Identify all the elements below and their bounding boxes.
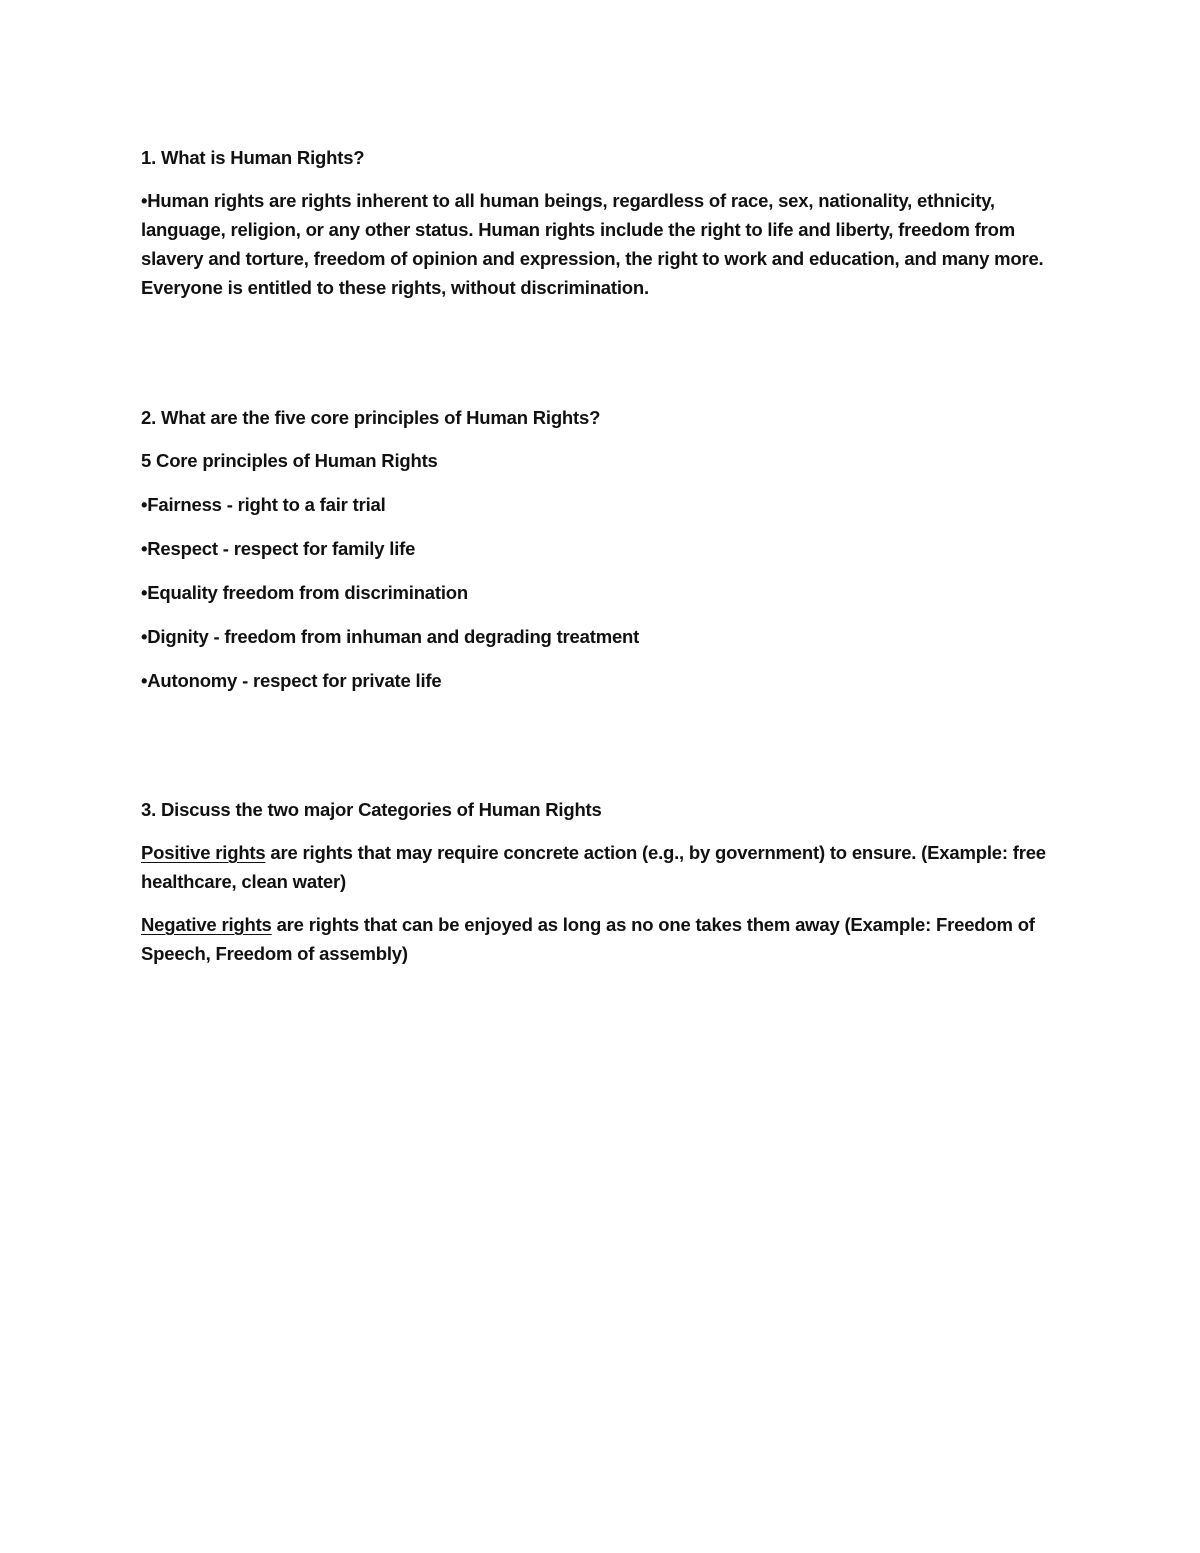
definition-positive-rights: are rights that may require concrete action (e.g., by government) to ensure. (Example: free healthcare, clean water)	[141, 842, 1046, 892]
principles-subheading: 5 Core principles of Human Rights	[141, 450, 438, 471]
definition-negative-rights: are rights that can be enjoyed as long as no one takes them away (Example: Freedom of Speech, Freedom of assembly)	[141, 914, 1035, 964]
section-categories	[141, 795, 1061, 968]
principle-item-dignity: •Dignity - freedom from inhuman and degrading treatment	[141, 626, 640, 647]
question-2: 2. What are the five core principles of Human Rights?	[141, 407, 601, 428]
question-3: 3. Discuss the two major Categories of Human Rights	[141, 799, 602, 820]
principle-item-fairness: •Fairness - right to a fair trial	[141, 494, 386, 515]
question-1: 1. What is Human Rights?	[141, 147, 365, 168]
principle-item-respect: •Respect - respect for family life	[141, 538, 416, 559]
principle-item-autonomy: •Autonomy - respect for private life	[141, 670, 442, 691]
principles-list	[141, 490, 1061, 695]
principle-item-equality: •Equality freedom from discrimination	[141, 582, 468, 603]
section-what-is-human-rights	[141, 143, 1061, 302]
document-body	[141, 143, 1061, 982]
category-negative-rights	[141, 910, 1061, 968]
category-positive-rights	[141, 838, 1061, 896]
term-negative-rights: Negative rights	[141, 914, 272, 935]
answer-1: •Human rights are rights inherent to all human beings, regardless of race, sex, nationality, ethnicity, language, religion, or any other status. Human rights include the right to life and liberty, freedom from slavery and torture, freedom of opinion and expression, the right to work and education, and many more. Everyone is entitled to these rights, without discrimination.	[141, 190, 1044, 298]
section-core-principles	[141, 403, 1061, 695]
term-positive-rights: Positive rights	[141, 842, 266, 863]
